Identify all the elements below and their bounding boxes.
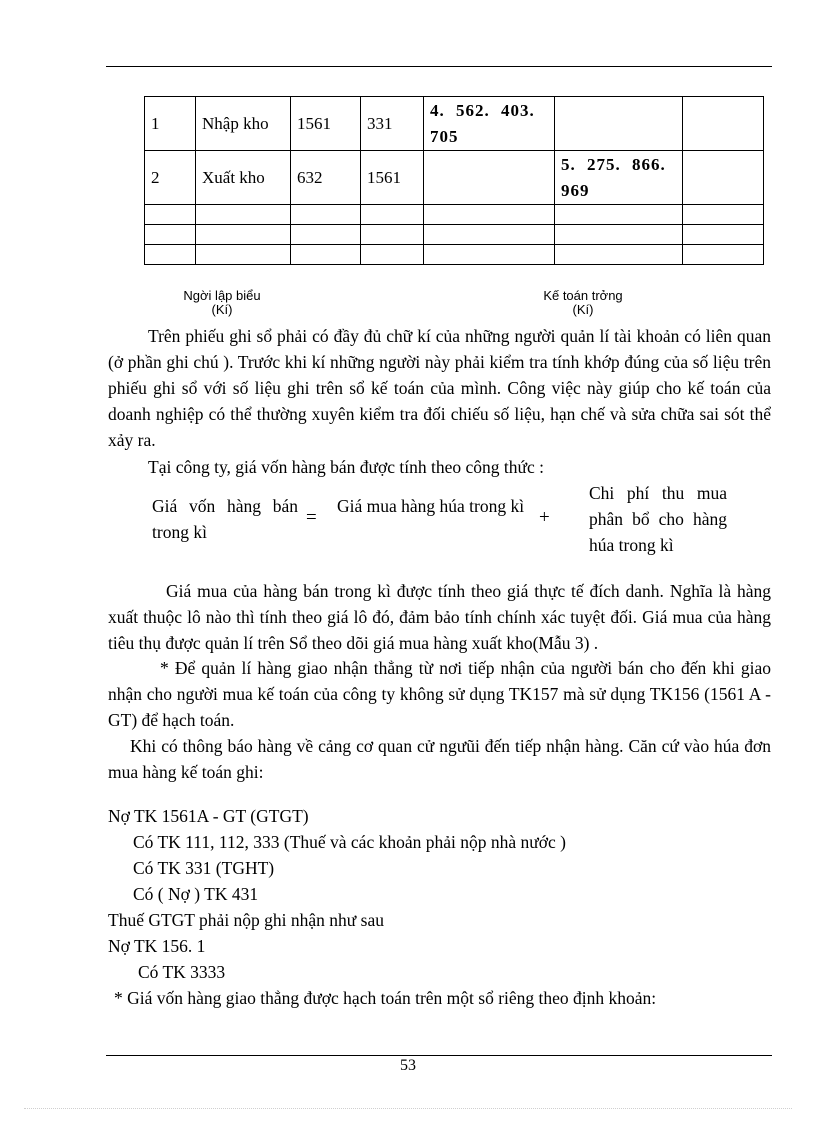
page-number: 53: [400, 1057, 416, 1074]
header-rule: [106, 66, 772, 67]
entry-line: Có TK 3333: [138, 962, 226, 982]
table-row-empty: [145, 205, 764, 225]
entry-line: Có TK 111, 112, 333 (Thuế và các khoản phải nộp nhà nước ): [133, 832, 566, 852]
entry-line: Nợ TK 156. 1: [108, 936, 206, 956]
entry-line: Có ( Nợ ) TK 431: [133, 884, 259, 904]
entry-line: Có TK 331 (TGHT): [133, 858, 275, 878]
signature-sub: (Kí): [572, 302, 594, 317]
table-row: [145, 97, 764, 151]
credit-account: 331: [361, 97, 424, 151]
debit-account: 1561: [291, 97, 361, 151]
footer-rule: [106, 1055, 772, 1056]
formula-equals: =: [306, 507, 317, 528]
note-cell: [683, 97, 764, 151]
row-number: 2: [145, 151, 196, 205]
debit-account: 632: [291, 151, 361, 205]
formula-lhs: Giá vốn hàng bán trong kì: [152, 496, 298, 542]
formula-plus: +: [539, 507, 550, 528]
entry-line: Thuế GTGT phải nộp ghi nhận như sau: [108, 910, 384, 930]
credit-account: 1561: [361, 151, 424, 205]
amount-cell: [555, 97, 683, 151]
table-row-empty: [145, 245, 764, 265]
table-row: [145, 151, 764, 205]
paragraph-formula-intro: Tại công ty, giá vốn hàng bán được tính theo công thức :: [148, 457, 544, 477]
note-cell: [683, 151, 764, 205]
row-description: Xuất kho: [196, 151, 291, 205]
paragraph-direct-delivery: * Để quản lí hàng giao nhận thẳng từ nơi tiếp nhận của người bán cho đến khi giao nhận cho người mua kế toán của công ty không sử dụng TK157 mà sử dụng TK156 (1561 A - GT) để hạch toán.: [108, 658, 771, 730]
paragraph-goods-arrival: Khi có thông báo hàng về cảng cơ quan cử ngưũi đến tiếp nhận hàng. Căn cứ vào húa đơn mua hàng kế toán ghi:: [108, 736, 771, 782]
signature-title: Kế toán trởng: [543, 288, 623, 303]
signature-preparer: [160, 289, 284, 317]
amount-cell: 4. 562. 403. 705: [424, 97, 555, 151]
formula-term-purchase: Giá mua hàng húa trong kì: [337, 496, 525, 516]
paragraph-signature-requirement: Trên phiếu ghi sổ phải có đầy đủ chữ kí của những người quản lí tài khoản có liên quan (ở phần ghi chú ). Trước khi kí những người này phải kiểm tra tính khớp đúng của số liệu trên phiếu ghi sổ với số liệu ghi trên sổ kế toán của mình. Công việc này giúp cho kế toán của doanh nghiệp có thể thường xuyên kiểm tra đối chiếu số liệu, hạn chế và sửa chữa sai sót thể xảy ra.: [108, 326, 771, 450]
table-row-empty: [145, 225, 764, 245]
formula-term-cost: Chi phí thu mua phân bổ cho hàng húa trong kì: [589, 483, 727, 555]
row-number: 1: [145, 97, 196, 151]
signature-title: Ngời lập biểu: [183, 288, 261, 303]
signature-sub: (Kí): [211, 302, 233, 317]
amount-cell: 5. 275. 866. 969: [555, 151, 683, 205]
paragraph-purchase-price: Giá mua của hàng bán trong kì được tính theo giá thực tế đích danh. Nghĩa là hàng xuất thuộc lô nào thì tính theo giá lô đó, đảm bảo tính chính xác tuyệt đối. Giá mua của hàng tiêu thụ được quản lí trên Sổ theo dõi giá mua hàng xuất kho(Mẫu 3) .: [108, 581, 771, 653]
entry-line: Nợ TK 1561A - GT (GTGT): [108, 806, 309, 826]
signature-chief-accountant: [520, 289, 646, 317]
row-description: Nhập kho: [196, 97, 291, 151]
page-bottom-divider: [24, 1108, 792, 1109]
entry-line: * Giá vốn hàng giao thẳng được hạch toán trên một sổ riêng theo định khoản:: [114, 988, 657, 1008]
amount-cell: [424, 151, 555, 205]
voucher-table: [144, 96, 764, 265]
